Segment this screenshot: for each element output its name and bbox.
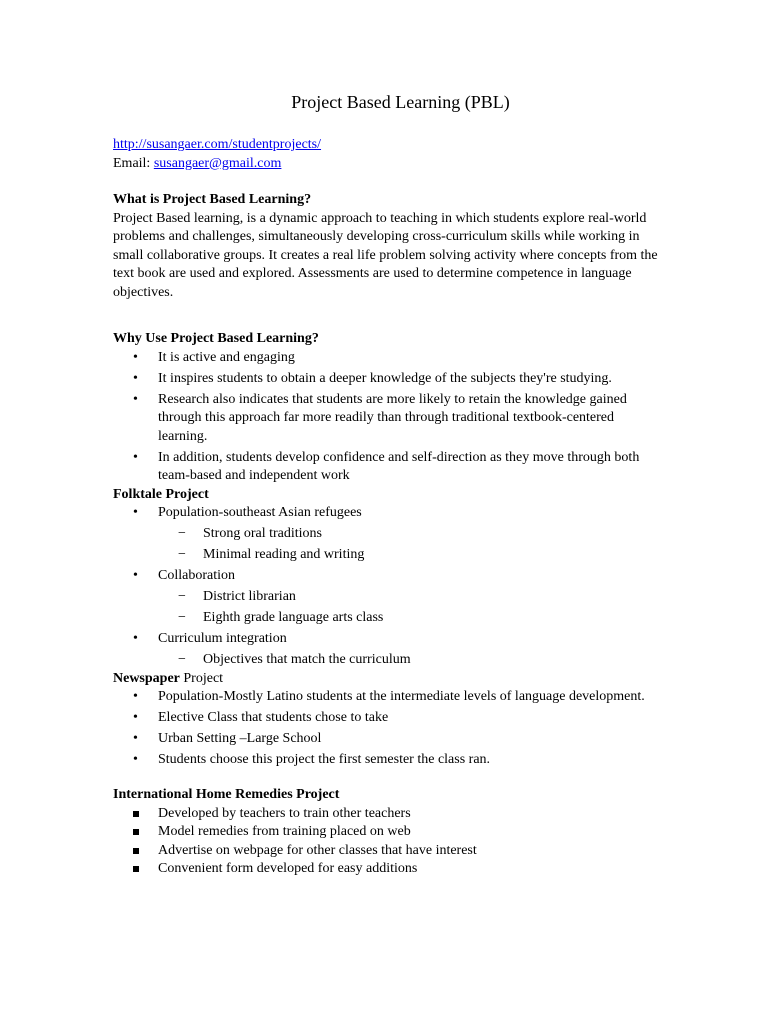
spacer: [113, 302, 658, 330]
dash-icon: −: [178, 589, 186, 604]
square-bullet-icon: [133, 866, 139, 872]
spacer: [113, 173, 658, 191]
sub-list-item: [113, 525, 658, 544]
newspaper-heading-bold: Newspaper: [113, 670, 180, 686]
list-item-text: Developed by teachers to train other teachers: [158, 805, 411, 821]
list-item: [113, 688, 658, 707]
list-item-text: Advertise on webpage for other classes that have interest: [158, 842, 477, 858]
list-item-text: In addition, students develop confidence and self-direction as they move through both team-based and independent work: [158, 449, 640, 483]
newspaper-heading-plain: Project: [179, 670, 224, 686]
why-heading: Why Use Project Based Learning?: [113, 331, 319, 346]
folktale-list: [113, 504, 658, 670]
sub-list-item: [113, 651, 658, 670]
email-label: Email:: [113, 155, 154, 171]
list-item-text: Model remedies from training placed on web: [158, 824, 411, 839]
dash-icon: −: [178, 652, 186, 667]
list-item: [113, 370, 658, 389]
bullet-icon: •: [133, 391, 138, 407]
sub-list-item-text: Eighth grade language arts class: [203, 610, 384, 625]
bullet-icon: •: [133, 449, 138, 465]
list-item-text: Curriculum integration: [158, 631, 287, 646]
list-item: [113, 391, 658, 447]
page-title: Project Based Learning (PBL): [291, 92, 510, 112]
list-item: [113, 630, 658, 670]
list-item-text: Elective Class that students chose to take: [158, 710, 389, 725]
list-item: [113, 842, 658, 861]
list-item: [113, 504, 658, 565]
document-content: [113, 90, 658, 879]
bullet-icon: •: [133, 568, 138, 583]
dash-icon: −: [178, 526, 186, 541]
sub-list-item-text: Strong oral traditions: [203, 526, 322, 541]
bullet-icon: •: [133, 505, 138, 520]
square-bullet-icon: [133, 829, 139, 835]
list-item-text: Convenient form developed for easy additions: [158, 861, 418, 876]
list-item: [113, 860, 658, 879]
list-item: [113, 751, 658, 770]
bullet-icon: •: [133, 731, 138, 746]
list-item-text: Population-Mostly Latino students at the intermediate levels of language development.: [158, 689, 645, 704]
square-bullet-icon: [133, 848, 139, 854]
studentprojects-link[interactable]: http://susangaer.com/studentprojects/: [113, 137, 322, 152]
sub-list-item: [113, 609, 658, 628]
sub-list-item: [113, 588, 658, 607]
sub-list: [113, 651, 658, 670]
list-item: [113, 349, 658, 368]
square-bullet-icon: [133, 811, 139, 817]
list-item-text: Collaboration: [158, 568, 235, 583]
newspaper-heading: [113, 670, 658, 689]
sub-list: [113, 588, 658, 628]
what-heading: What is Project Based Learning?: [113, 192, 312, 207]
list-item: [113, 567, 658, 628]
list-item-text: Urban Setting –Large School: [158, 731, 322, 746]
list-item-text: Research also indicates that students are more likely to retain the knowledge gained through this approach far more readily than through traditional textbook-centered learning.: [158, 391, 627, 444]
list-item: [113, 449, 658, 486]
bullet-icon: •: [133, 631, 138, 646]
list-item-text: Students choose this project the first semester the class ran.: [158, 752, 491, 767]
list-item-text: It is active and engaging: [158, 349, 295, 365]
what-body: Project Based learning, is a dynamic approach to teaching in which students explore real-world problems and challenges, simultaneously developing cross-curriculum skills while working in small collaborative groups. It creates a real life problem solving activity where concepts from the text book are used and explored. Assessments are used to determine competence in language objectives.: [113, 210, 658, 300]
bullet-icon: •: [133, 349, 138, 365]
list-item: [113, 730, 658, 749]
why-list: [113, 349, 658, 486]
bullet-icon: •: [133, 710, 138, 725]
dash-icon: −: [178, 610, 186, 625]
sub-list-item-text: Minimal reading and writing: [203, 547, 365, 562]
sub-list-item: [113, 546, 658, 565]
bullet-icon: •: [133, 370, 138, 386]
list-item: [113, 823, 658, 842]
sub-list-item-text: District librarian: [203, 589, 296, 604]
list-item-text: Population-southeast Asian refugees: [158, 505, 362, 520]
list-item: [113, 709, 658, 728]
spacer: [113, 772, 658, 786]
remedies-list: [113, 805, 658, 879]
remedies-heading: International Home Remedies Project: [113, 787, 340, 802]
newspaper-list: [113, 688, 658, 770]
bullet-icon: •: [133, 752, 138, 767]
contact-url-line: [113, 136, 658, 155]
contact-email-line: [113, 155, 658, 174]
sub-list: [113, 525, 658, 565]
bullet-icon: •: [133, 689, 138, 704]
dash-icon: −: [178, 547, 186, 562]
folktale-heading: Folktale Project: [113, 486, 209, 502]
email-link[interactable]: susangaer@gmail.com: [153, 155, 282, 171]
list-item: [113, 805, 658, 824]
sub-list-item-text: Objectives that match the curriculum: [203, 652, 411, 667]
list-item-text: It inspires students to obtain a deeper knowledge of the subjects they're studying.: [158, 370, 612, 386]
